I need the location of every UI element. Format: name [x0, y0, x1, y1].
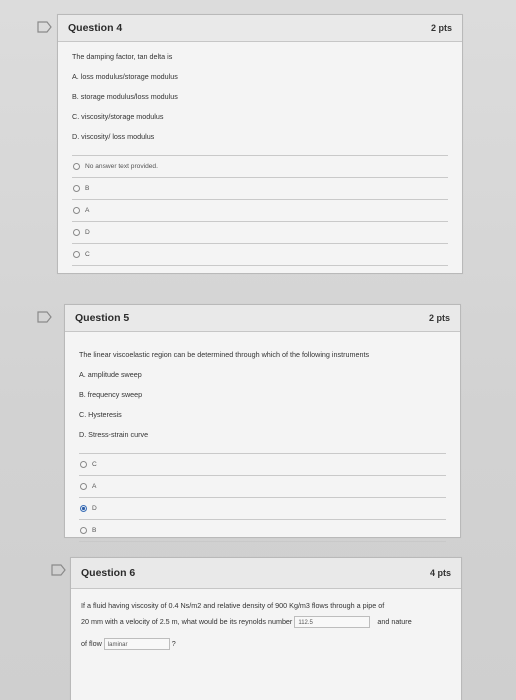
question-text: of flow — [81, 638, 102, 648]
choice-text: C. Hysteresis — [79, 410, 122, 419]
answer-list — [79, 453, 446, 542]
answer-option[interactable] — [72, 222, 448, 244]
radio-button-selected[interactable] — [80, 505, 87, 512]
question-text-line: If a fluid having viscosity of 0.4 Ns/m2 and relative density of 900 Kg/m3 flows through a pipe of — [81, 601, 385, 610]
radio-button[interactable] — [73, 163, 80, 170]
answer-option[interactable] — [72, 200, 448, 222]
question-header — [65, 305, 460, 332]
answer-label: No answer text provided. — [85, 163, 158, 170]
question-points: 4 pts — [429, 568, 451, 578]
answer-label: B — [85, 185, 90, 192]
question-title: Question 5 — [75, 312, 130, 324]
radio-button[interactable] — [73, 251, 80, 258]
question-text: and nature — [377, 616, 412, 626]
question-points: 2 pts — [428, 313, 450, 323]
answer-option[interactable] — [72, 244, 448, 266]
answer-list — [72, 155, 448, 266]
question-text: 20 mm with a velocity of 2.5 m, what would be its reynolds number — [81, 616, 293, 626]
choice-text: B. storage modulus/loss modulus — [72, 92, 178, 101]
choice-text: C. viscosity/storage modulus — [72, 112, 164, 121]
answer-label: D — [92, 505, 97, 512]
flow-nature-input[interactable]: laminar — [104, 638, 170, 650]
question-header — [71, 558, 461, 589]
question-body — [71, 589, 461, 671]
radio-button[interactable] — [73, 207, 80, 214]
flag-icon[interactable] — [51, 564, 67, 576]
question-6 — [70, 557, 462, 700]
question-points: 2 pts — [430, 23, 452, 33]
question-text-line — [81, 616, 451, 628]
answer-option[interactable] — [72, 156, 448, 178]
question-prompt: The damping factor, tan delta is — [72, 52, 173, 61]
answer-label: A — [85, 207, 90, 214]
answer-option[interactable] — [79, 520, 446, 542]
question-5 — [64, 304, 461, 538]
answer-option[interactable] — [79, 476, 446, 498]
choice-text: D. viscosity/ loss modulus — [72, 132, 155, 141]
answer-option-selected[interactable] — [79, 498, 446, 520]
radio-button[interactable] — [73, 185, 80, 192]
question-prompt: The linear viscoelastic region can be determined through which of the following instruments — [79, 350, 370, 359]
flag-icon[interactable] — [37, 311, 53, 323]
choice-text: D. Stress-strain curve — [79, 430, 149, 439]
question-text-line — [81, 638, 451, 650]
question-header — [58, 15, 462, 42]
question-body — [65, 332, 460, 552]
answer-label: C — [92, 461, 97, 468]
question-title: Question 4 — [68, 22, 123, 34]
question-title: Question 6 — [81, 567, 136, 579]
answer-option[interactable] — [72, 178, 448, 200]
answer-option[interactable] — [79, 454, 446, 476]
question-text: ? — [171, 638, 176, 648]
flag-icon[interactable] — [37, 21, 53, 33]
radio-button[interactable] — [80, 483, 87, 490]
answer-label: C — [85, 251, 90, 258]
reynolds-number-input[interactable]: 112.5 — [294, 616, 370, 628]
answer-label: A — [92, 483, 97, 490]
choice-text: A. amplitude sweep — [79, 370, 142, 379]
answer-label: B — [92, 527, 97, 534]
radio-button[interactable] — [80, 527, 87, 534]
radio-button[interactable] — [73, 229, 80, 236]
question-4 — [57, 14, 463, 274]
choice-text: A. loss modulus/storage modulus — [72, 72, 178, 81]
choice-text: B. frequency sweep — [79, 390, 143, 399]
question-body — [58, 42, 462, 276]
radio-button[interactable] — [80, 461, 87, 468]
answer-label: D — [85, 229, 90, 236]
